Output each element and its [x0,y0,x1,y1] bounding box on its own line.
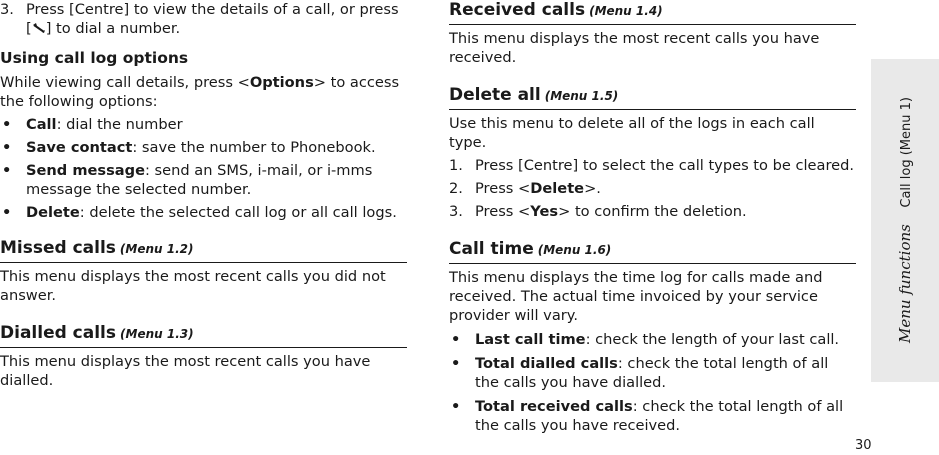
call-time-heading: Call time (Menu 1.6) [449,235,856,264]
right-column [449,0,856,435]
list-item: • Send message: send an SMS, i-mail, or i-mms message the selected number. [2,162,373,198]
dialled-calls-heading: Dialled calls (Menu 1.3) [0,319,407,348]
page-number: 30 [855,438,872,453]
list-item: • Total dialled calls: check the total length of all the calls you have dialled. [451,355,829,391]
list-item: • Delete: delete the selected call log or all call logs. [2,204,397,221]
left-column [0,0,407,390]
step-3-confirm: 3. Press <Yes> to confirm the deletion. [449,203,747,220]
received-calls-heading: Received calls (Menu 1.4) [449,0,856,25]
delete-all-body: Use this menu to delete all of the logs in each call type. [449,115,815,151]
section-tab-label [896,97,914,343]
received-calls-body: This menu displays the most recent calls you have received. [449,30,820,66]
step-1: 1. Press [Centre] to select the call types to be cleared. [449,157,855,174]
options-intro: While viewing call details, press <Options> to access the following options: [0,74,400,110]
end-call-key-icon [32,22,46,34]
subsection-name: Call log (Menu 1) [899,97,914,208]
delete-steps [449,156,856,221]
missed-calls-body: This menu displays the most recent calls you did not answer. [0,268,386,304]
missed-calls-heading: Missed calls (Menu 1.2) [0,234,407,263]
section-name: Menu functions [896,224,914,343]
step-2: 2. Press <Delete>. [449,180,601,197]
list-item: • Last call time: check the length of your last call. [451,331,840,348]
step-3: 3. Press [Centre] to view the details of a call, or press [ ] to dial a number. [0,1,399,37]
call-time-body: This menu displays the time log for calls made and received. The actual time invoiced by your service provider will vary. [449,269,823,324]
list-item: • Call: dial the number [2,116,183,133]
dialled-calls-body: This menu displays the most recent calls you have dialled. [0,353,371,389]
call-time-options [449,330,856,435]
options-list [0,115,407,222]
list-item: • Total received calls: check the total length of all the calls you have received. [451,398,844,434]
delete-all-heading: Delete all (Menu 1.5) [449,81,856,110]
options-heading: Using call log options [0,49,189,67]
list-item: • Save contact: save the number to Phonebook. [2,139,376,156]
